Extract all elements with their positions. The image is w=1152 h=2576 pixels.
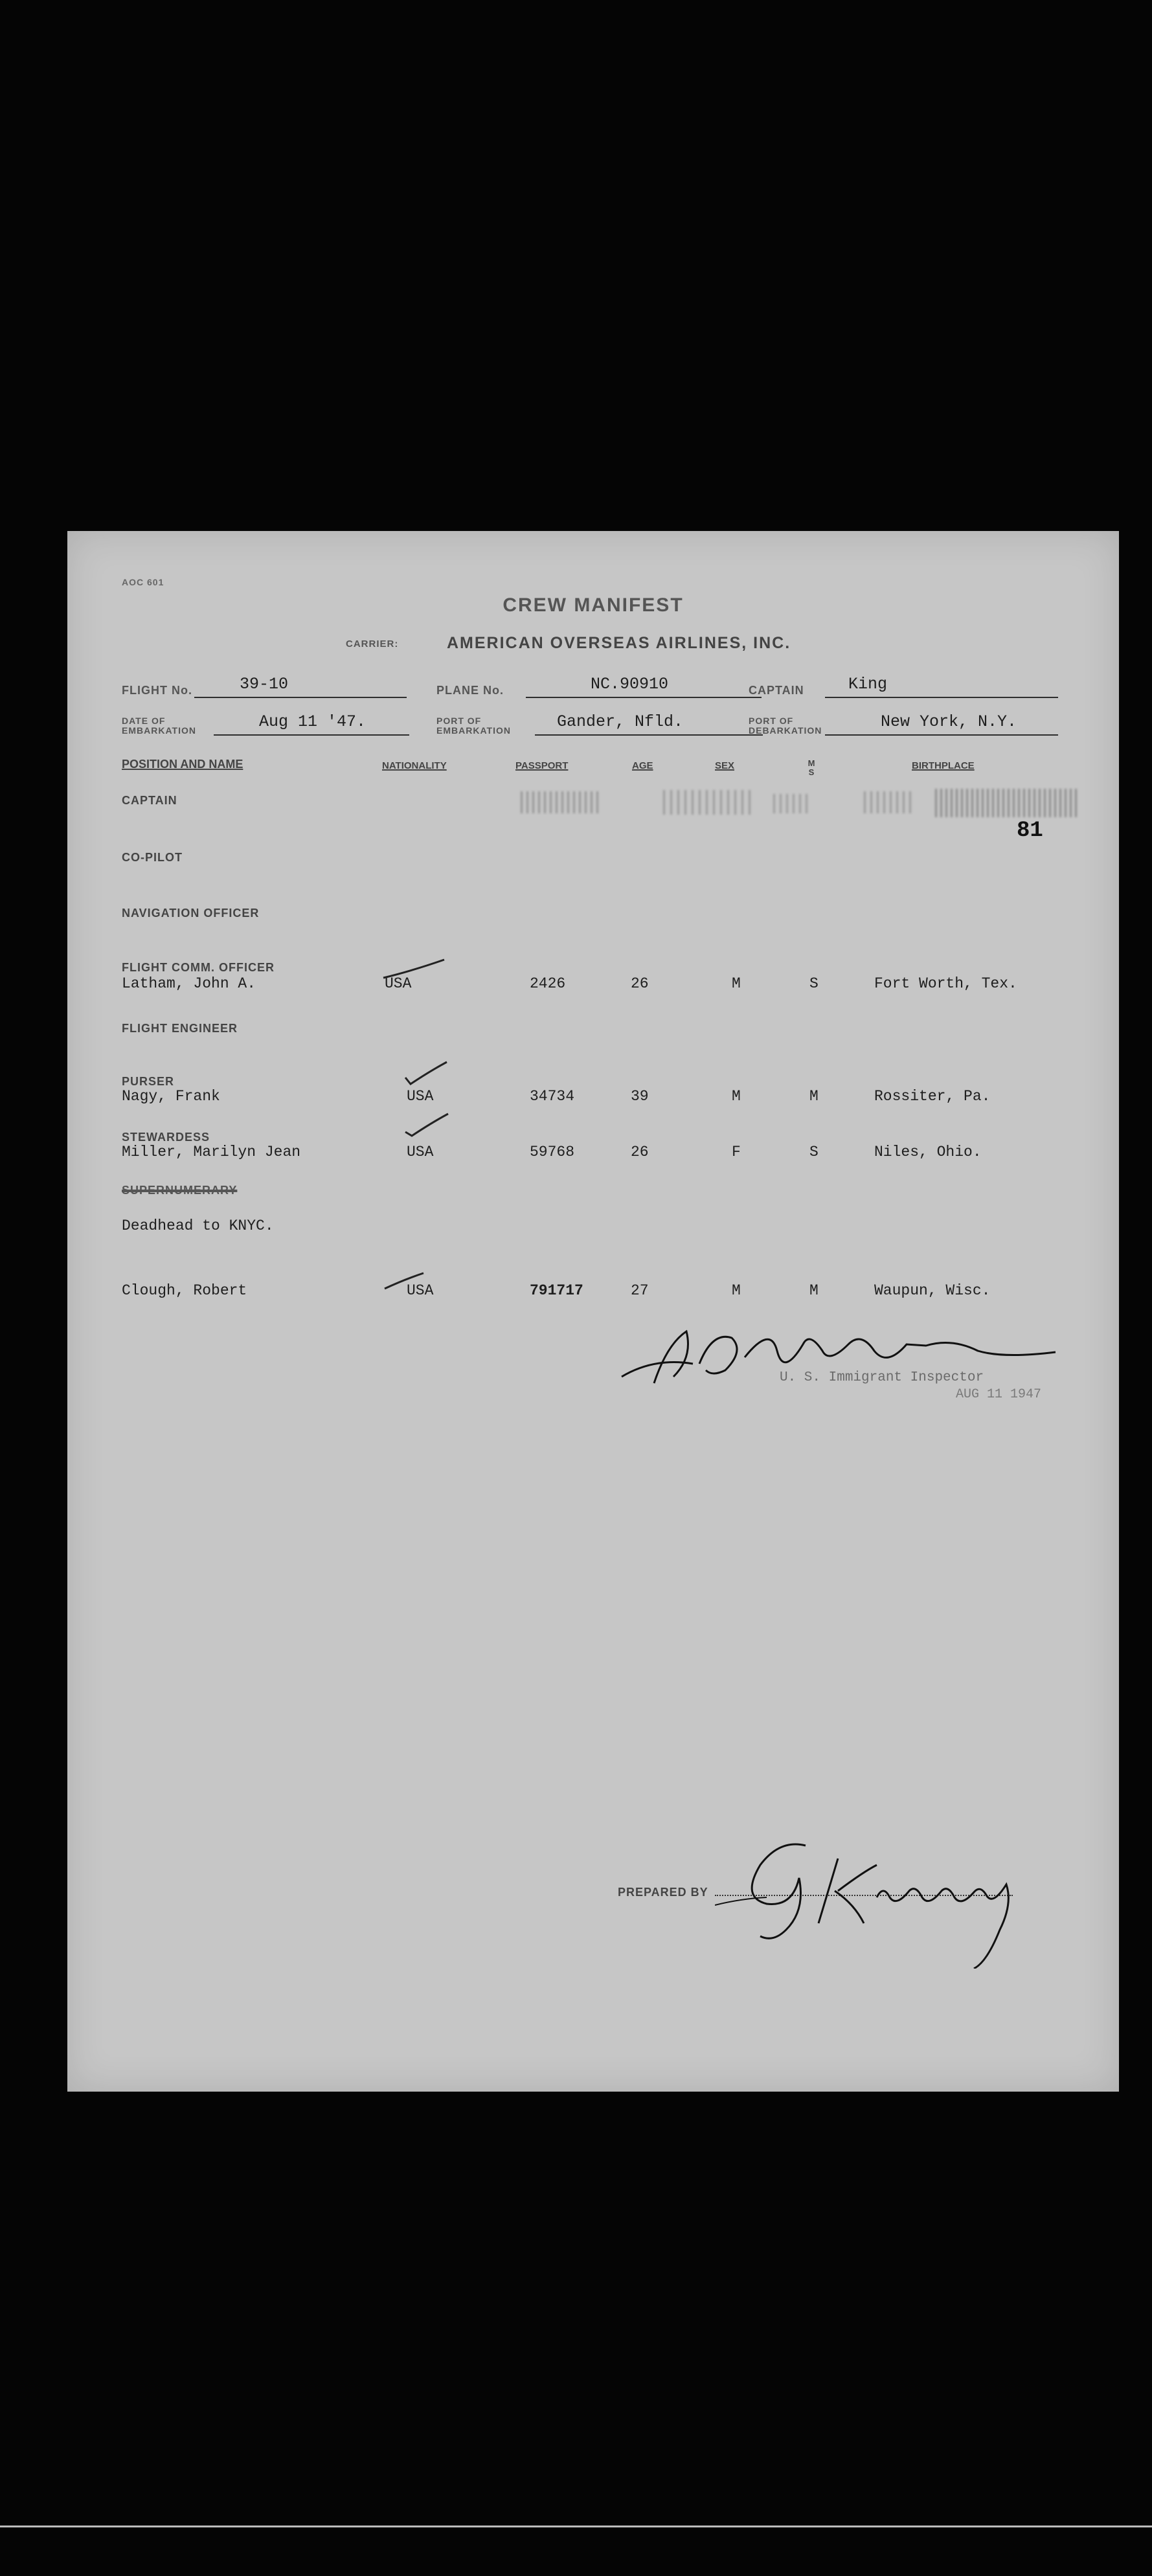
smudged-captain-row	[482, 787, 1129, 820]
crew-name: Clough, Robert	[122, 1282, 247, 1299]
port-embarkation: Gander, Nfld.	[557, 712, 684, 731]
crew-name: Miller, Marilyn Jean	[122, 1144, 301, 1160]
form-title: CREW MANIFEST	[503, 594, 684, 616]
crew-name: Latham, John A.	[122, 975, 256, 992]
col-marital: M S	[808, 758, 815, 777]
carrier-label: CARRIER:	[346, 638, 399, 650]
crew-age: 26	[631, 975, 649, 992]
struck-position-label: SUPERNUMERARY	[122, 1184, 238, 1197]
plane-number: NC.90910	[591, 675, 669, 694]
port-debarkation: New York, N.Y.	[881, 712, 1017, 731]
prepared-by-label: PREPARED BY	[618, 1886, 708, 1899]
position-purser: PURSER	[122, 1075, 175, 1088]
crew-nationality: USA	[407, 1282, 434, 1299]
position-stewardess: STEWARDESS	[122, 1131, 210, 1144]
crew-marital: M	[809, 1282, 819, 1299]
check-marks	[372, 958, 449, 1321]
crew-age: 39	[631, 1088, 649, 1105]
crew-passport: 59768	[530, 1144, 575, 1160]
inspector-date-stamp: AUG 11 1947	[956, 1387, 1042, 1402]
col-sex: SEX	[715, 760, 735, 771]
manifest-sheet	[67, 531, 1119, 2092]
flight-number: 39-10	[240, 675, 289, 694]
crew-sex: M	[732, 975, 741, 992]
crew-age: 27	[631, 1282, 649, 1299]
col-passport: PASSPORT	[515, 760, 569, 771]
scan-edge-line	[0, 2525, 1152, 2527]
crew-nationality: USA	[407, 1144, 434, 1160]
crew-birthplace: Niles, Ohio.	[874, 1144, 982, 1160]
preparer-signature	[715, 1820, 1078, 1969]
position-flight-engineer: FLIGHT ENGINEER	[122, 1022, 238, 1035]
crew-passport: 34734	[530, 1088, 575, 1105]
crew-marital: S	[809, 1144, 819, 1160]
col-nationality: NATIONALITY	[382, 760, 447, 771]
crew-name: Nagy, Frank	[122, 1088, 220, 1105]
deadhead-note: Deadhead to KNYC.	[122, 1217, 274, 1234]
crew-birthplace: Fort Worth, Tex.	[874, 975, 1017, 992]
crew-marital: S	[809, 975, 819, 992]
crew-sex: F	[732, 1144, 741, 1160]
port-debarkation-label: PORT OF DEBARKATION	[749, 716, 822, 736]
position-navigation: NAVIGATION OFFICER	[122, 907, 260, 920]
crew-passport: 791717	[530, 1282, 583, 1299]
form-number: AOC 601	[122, 577, 164, 587]
captain-label: CAPTAIN	[749, 684, 804, 697]
plane-label: PLANE No.	[436, 684, 504, 697]
crew-passport: 2426	[530, 975, 566, 992]
port-embarkation-label: PORT OF EMBARKATION	[436, 716, 511, 736]
crew-birthplace: Rossiter, Pa.	[874, 1088, 991, 1105]
captain-name: King	[848, 675, 888, 694]
flight-label: FLIGHT No.	[122, 684, 192, 697]
crew-birthplace: Waupun, Wisc.	[874, 1282, 991, 1299]
col-age: AGE	[632, 760, 653, 771]
position-flight-comm: FLIGHT COMM. OFFICER	[122, 961, 275, 974]
inspector-title: U. S. Immigrant Inspector	[780, 1370, 984, 1385]
crew-sex: M	[732, 1282, 741, 1299]
crew-age: 26	[631, 1144, 649, 1160]
crew-nationality: USA	[385, 975, 412, 992]
col-birthplace: BIRTHPLACE	[912, 760, 975, 771]
col-position: POSITION AND NAME	[122, 758, 243, 771]
position-captain: CAPTAIN	[122, 794, 177, 807]
date-label: DATE OF EMBARKATION	[122, 716, 196, 736]
page-number: 81	[1017, 819, 1043, 843]
position-copilot: CO-PILOT	[122, 851, 183, 864]
crew-nationality: USA	[407, 1088, 434, 1105]
carrier-name: AMERICAN OVERSEAS AIRLINES, INC.	[447, 634, 791, 652]
crew-marital: M	[809, 1088, 819, 1105]
embarkation-date: Aug 11 '47.	[259, 712, 367, 731]
crew-sex: M	[732, 1088, 741, 1105]
